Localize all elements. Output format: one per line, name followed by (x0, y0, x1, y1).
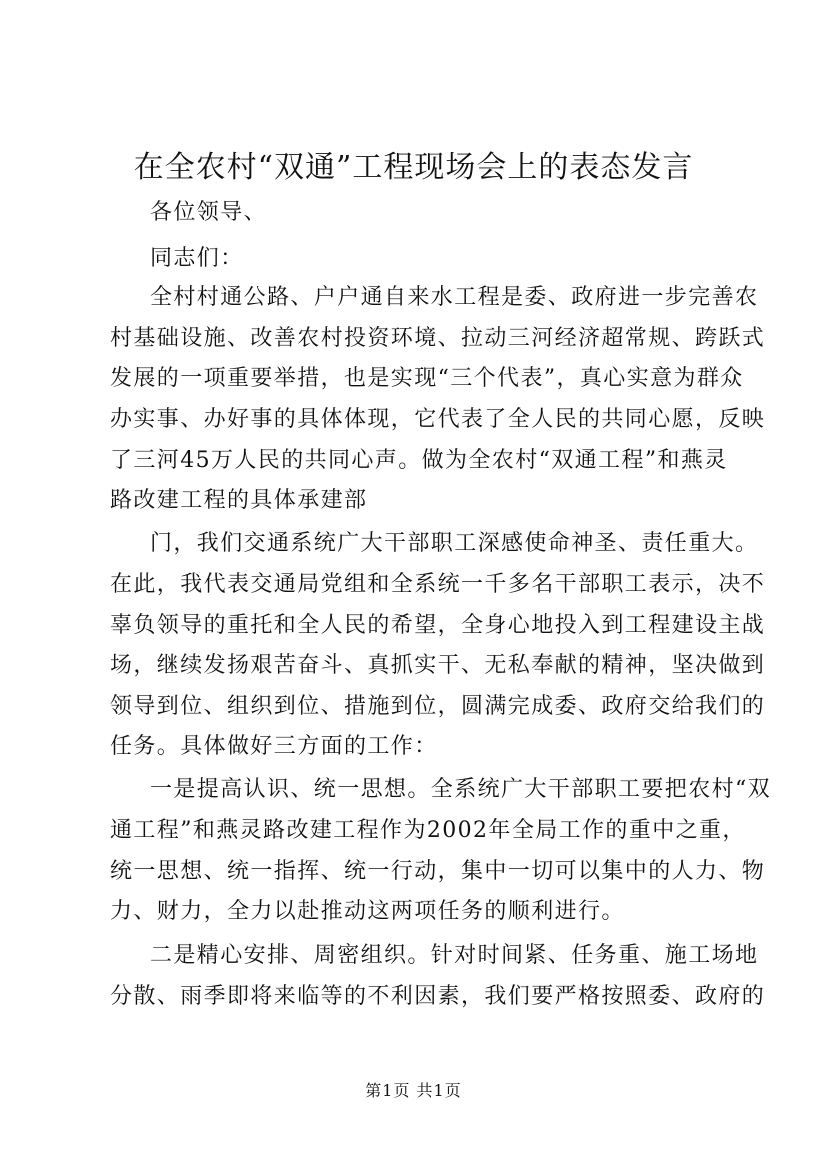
body-line: 辜负领导的重托和全人民的希望，全身心地投入到工程建设主战 (110, 613, 766, 638)
body-line: 路改建工程的具体承建部 (110, 488, 368, 513)
body-line: 门，我们交通系统广大干部职工深感使命神圣、责任重大。 (150, 531, 759, 556)
body-line: 通工程”和燕灵路改建工程作为2002年全局工作的重中之重， (110, 818, 746, 843)
body-line: 村基础设施、改善农村投资环境、拉动三河经济超常规、跨跃式 (110, 326, 766, 351)
body-line: 任务。具体做好三方面的工作： (110, 734, 438, 759)
body-line: 发展的一项重要举措，也是实现“三个代表”，真心实意为群众 (110, 366, 744, 391)
body-line: 一是提高认识、统一思想。全系统广大干部职工要把农村“双 (150, 777, 772, 802)
body-line: 领导到位、组织到位、措施到位，圆满完成委、政府交给我们的 (110, 694, 766, 719)
body-line: 分散、雨季即将来临等的不利因素，我们要严格按照委、政府的 (110, 984, 766, 1009)
body-line: 在此，我代表交通局党组和全系统一千多名干部职工表示，决不 (110, 572, 766, 597)
page-footer: 第1页 共1页 (365, 1081, 462, 1100)
body-line: 力、财力，全力以赴推动这两项任务的顺利进行。 (110, 899, 625, 924)
body-line: 二是精心安排、周密组织。针对时间紧、任务重、施工场地 (150, 943, 759, 968)
body-line: 同志们： (150, 246, 244, 271)
body-line: 各位领导、 (150, 200, 268, 225)
body-line: 了三河45万人民的共同心声。做为全农村“双通工程”和燕灵 (110, 448, 728, 473)
body-line: 场，继续发扬艰苦奋斗、真抓实干、无私奉献的精神，坚决做到 (110, 653, 766, 678)
body-line: 办实事、办好事的具体体现，它代表了全人民的共同心愿，反映 (110, 407, 766, 432)
body-line: 全村村通公路、户户通自来水工程是委、政府进一步完善农 (150, 285, 759, 310)
body-line: 统一思想、统一指挥、统一行动，集中一切可以集中的人力、物 (110, 859, 766, 884)
document-title: 在全农村“双通”工程现场会上的表态发言 (133, 150, 694, 185)
